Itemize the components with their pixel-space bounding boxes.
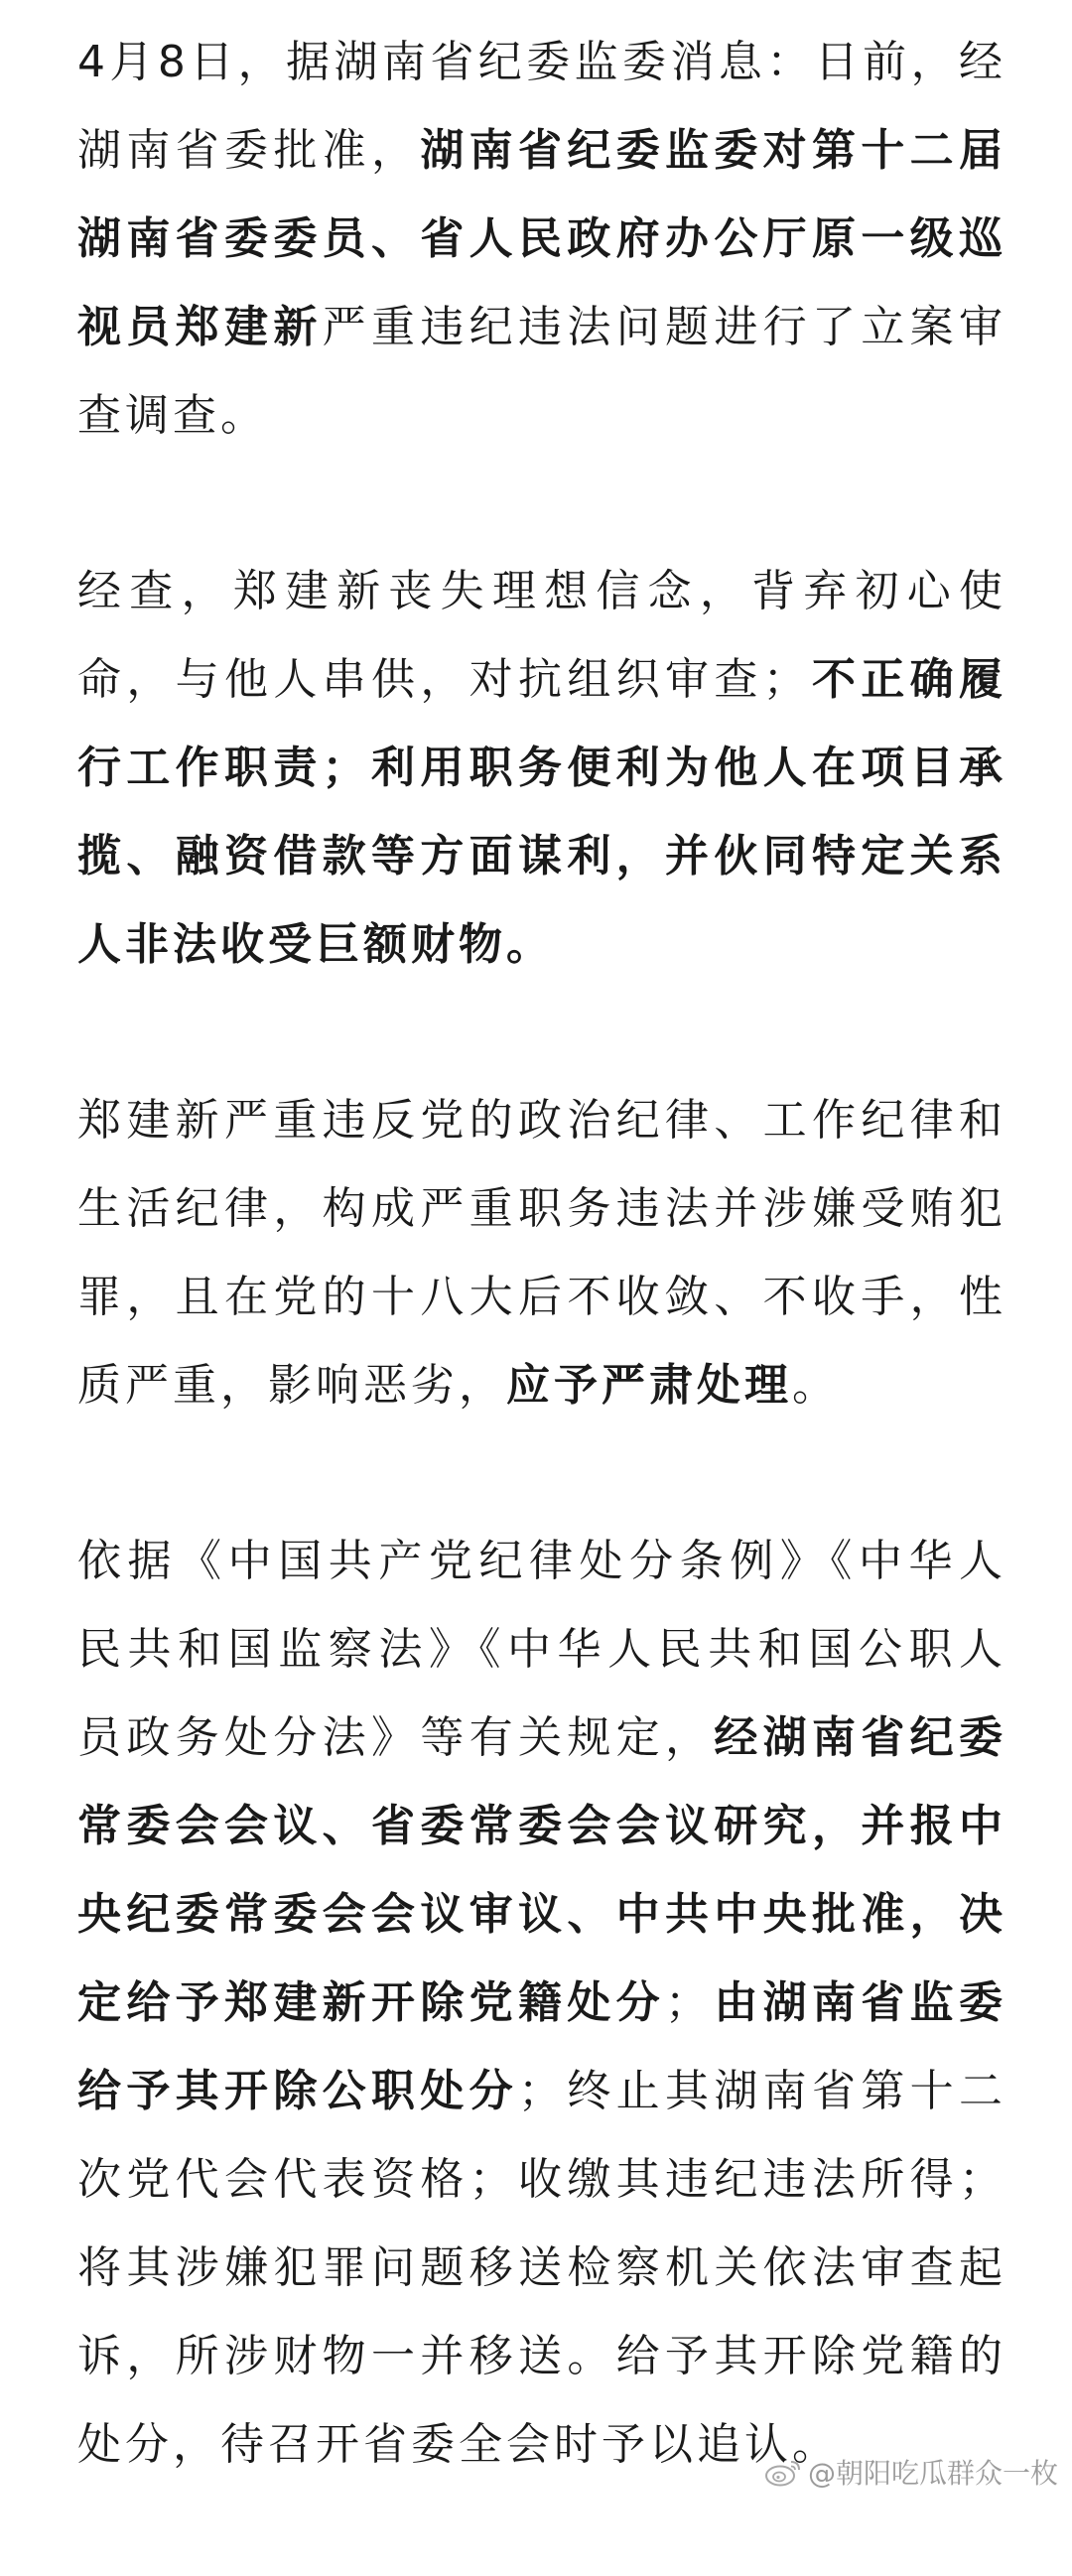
watermark-text: @朝阳吃瓜群众一枚 (807, 2457, 1058, 2490)
text-segment: ；终止其湖南省第十二次党代会代表资格；收缴其违纪违法所得；将其涉嫌犯罪问题移送检察机关依法审查起诉，所涉财物一并移送。给予其开除党籍的处分，待召开省委全会时予以追认。 (77, 2066, 1006, 2470)
bold-text-segment: 湖南省纪委监委对第十二届湖南省委委员、省人民政府办公厅原一级巡视员郑建新 (77, 125, 1007, 352)
article-paragraph (77, 1517, 1006, 2489)
text-segment: 4月8日，据湖南省纪委监委消息：日前，经湖南省委批准， (77, 37, 1006, 176)
bold-text-segment: 经湖南省纪委常委会会议、省委常委会会议研究，并报中央纪委常委会会议审议、中共中央批准，决定给予郑建新开除党籍处分 (77, 1712, 1007, 2028)
weibo-icon (764, 2457, 802, 2487)
text-segment: 。 (792, 1360, 840, 1411)
bold-text-segment: 应予严肃处理 (506, 1360, 792, 1411)
text-segment: 郑建新严重违反党的政治纪律、工作纪律和生活纪律，构成严重职务违法并涉嫌受贿犯罪，且在党的十八大后不收敛、不收手，性质严重，影响恶劣， (77, 1095, 1006, 1411)
article-body (77, 18, 1006, 2576)
article-paragraph (77, 547, 1006, 989)
text-segment: 经查，郑建新丧失理想信念，背弃初心使命，与他人串供，对抗组织审查； (77, 566, 1006, 705)
bold-text-segment: 由湖南省监委给予其开除公职处分 (77, 1977, 1006, 2116)
article-paragraph (77, 1076, 1006, 1429)
watermark (764, 2452, 1058, 2492)
article-paragraph (77, 18, 1006, 460)
text-segment: 依据《中国共产党纪律处分条例》《中华人民共和国监察法》《中华人民共和国公职人员政务处分法》等有关规定， (77, 1536, 1006, 1763)
text-segment: ； (665, 1977, 713, 2028)
text-segment: 严重违纪违法问题进行了立案审查调查。 (77, 302, 1007, 441)
bold-text-segment: 不正确履行工作职责；利用职务便利为他人在项目承揽、融资借款等方面谋利，并伙同特定关系人非法收受巨额财物。 (77, 654, 1007, 970)
